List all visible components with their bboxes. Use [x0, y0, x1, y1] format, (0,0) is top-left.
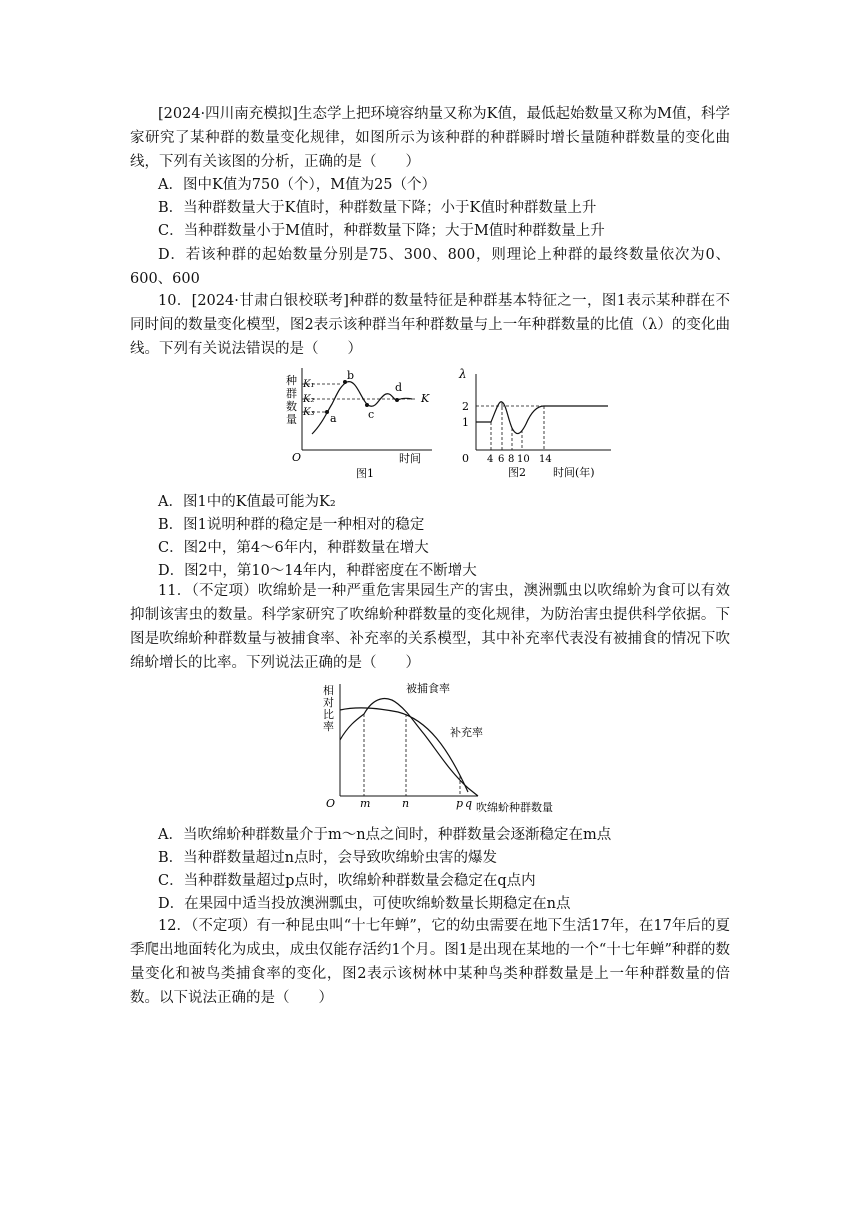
fig1-point-d — [395, 398, 399, 402]
fig1-k2-label: K₂ — [303, 394, 315, 405]
fig2-ytick-1: 1 — [462, 416, 469, 429]
fig1-caption: 图1 — [356, 467, 374, 480]
fig2-xtick-6: 6 — [498, 454, 505, 465]
fig2-xtick-14: 14 — [539, 454, 552, 465]
q11-predation-label: 被捕食率 — [406, 682, 450, 695]
q11-xlabel: 吹绵蚧种群数量 — [476, 801, 553, 814]
q9-option-b: B．当种群数量大于K值时，种群数量下降；小于K值时种群数量上升 — [158, 200, 597, 216]
q11-ylabel-3: 比 — [323, 708, 334, 721]
fig1-origin: O — [292, 451, 302, 464]
fig1-ylabel-4: 量 — [286, 413, 297, 426]
q11-option-c: C．当种群数量超过p点时，吹绵蚧种群数量会稳定在q点内 — [158, 873, 536, 889]
q11-figure — [318, 676, 578, 816]
fig1-ylabel-3: 数 — [286, 400, 297, 413]
q12-stem: 12．（不定项）有一种昆虫叫“十七年蝉”，它的幼虫需要在地下生活17年，在17年后的夏季爬出地面转化为成虫，成虫仅能存活约1个月。图1是出现在某地的一个“十七年蝉”种群的数量变化和被鸟类捕食率的变化，图2表示该树林中某种鸟类种群数量是上一年种群数量的倍数。以下说法正确的是（ ） — [130, 918, 730, 1006]
fig2-ytick-2: 2 — [462, 400, 469, 413]
q11-supplement-curve — [340, 708, 468, 792]
q10-option-b: B．图1说明种群的稳定是一种相对的稳定 — [158, 517, 425, 533]
fig1-a-label: a — [330, 412, 337, 425]
q9-option-d: D．若该种群的起始数量分别是75、300、800，则理论上种群的最终数量依次为0、600、600 — [130, 247, 730, 287]
fig1-d-label: d — [395, 381, 403, 394]
q11-supplement-label: 补充率 — [450, 726, 483, 739]
fig1-b-label: b — [347, 369, 355, 382]
q9-option-c: C．当种群数量小于M值时，种群数量下降；大于M值时种群数量上升 — [158, 223, 605, 239]
q11-m-label: m — [360, 797, 371, 810]
q10-stem: 10．[2024·甘肃白银校联考]种群的数量特征是种群基本特征之一，图1表示某种群在不同时间的数量变化模型，图2表示该种群当年种群数量与上一年种群数量的比值（λ）的变化曲线。下列有关说法错误的是（ ） — [130, 293, 730, 357]
fig2-xlabel: 时间(年) — [553, 466, 595, 479]
q11-ylabel-4: 率 — [323, 720, 334, 733]
fig2-xtick-10: 10 — [517, 454, 530, 465]
q10-option-d: D．图2中，第10～14年内，种群密度在不断增大 — [158, 563, 477, 579]
q11-predation-curve — [340, 699, 478, 796]
q9-option-a: A．图中K值为750（个），M值为25（个） — [158, 177, 437, 193]
fig1-k1-label: K₁ — [303, 379, 315, 390]
q10-option-c: C．图2中，第4～6年内，种群数量在增大 — [158, 540, 429, 556]
q11-ylabel-2: 对 — [323, 696, 334, 709]
q10-option-a: A．图1中的K值最可能为K₂ — [158, 494, 336, 510]
q11-option-a: A．当吹绵蚧种群数量介于m～n点之间时，种群数量会逐渐稳定在m点 — [158, 827, 612, 843]
fig1-xlabel: 时间 — [399, 452, 421, 465]
q11-q-label: q — [465, 797, 473, 810]
fig1-point-a — [325, 410, 329, 414]
q11-stem: 11．（不定项）吹绵蚧是一种严重危害果园生产的害虫，澳洲瓢虫以吹绵蚧为食可以有效抑制该害虫的数量。科学家研究了吹绵蚧种群数量的变化规律，为防治害虫提供科学依据。下图是吹绵蚧种群数量与被捕食率、补充率的关系模型，其中补充率代表没有被捕食的情况下吹绵蚧增长的比率。下列说法正确的是（ ） — [130, 583, 730, 671]
q10-figure-2 — [456, 364, 616, 484]
fig2-ylabel: λ — [459, 367, 467, 381]
q11-option-d: D．在果园中适当投放澳洲瓢虫，可使吹绵蚧数量长期稳定在n点 — [158, 896, 571, 912]
q11-p-label: p — [456, 797, 464, 810]
q11-ylabel-1: 相 — [323, 684, 334, 697]
fig2-origin: 0 — [462, 452, 469, 465]
fig1-ylabel-1: 种 — [286, 374, 297, 387]
fig2-lambda-curve — [476, 402, 608, 434]
fig2-caption: 图2 — [508, 466, 526, 479]
q11-option-b: B．当种群数量超过n点时，会导致吹绵蚧虫害的爆发 — [158, 850, 497, 866]
fig2-xtick-8: 8 — [508, 454, 515, 465]
fig1-k3-label: K₃ — [303, 407, 315, 418]
q9-stem: [2024·四川南充模拟]生态学上把环境容纳量又称为K值，最低起始数量又称为M值，科学家研究了某种群的数量变化规律，如图所示为该种群的种群瞬时增长量随种群数量的变化曲线，下列有关该图的分析，正确的是（ ） — [130, 106, 730, 170]
q10-figure-1 — [282, 364, 442, 484]
fig1-ylabel-2: 群 — [286, 387, 297, 400]
fig1-k-label: K — [421, 392, 430, 405]
q11-n-label: n — [402, 797, 410, 810]
fig1-point-c — [365, 403, 369, 407]
fig1-c-label: c — [368, 408, 375, 421]
fig2-xtick-4: 4 — [487, 454, 494, 465]
q11-origin: O — [326, 797, 336, 810]
